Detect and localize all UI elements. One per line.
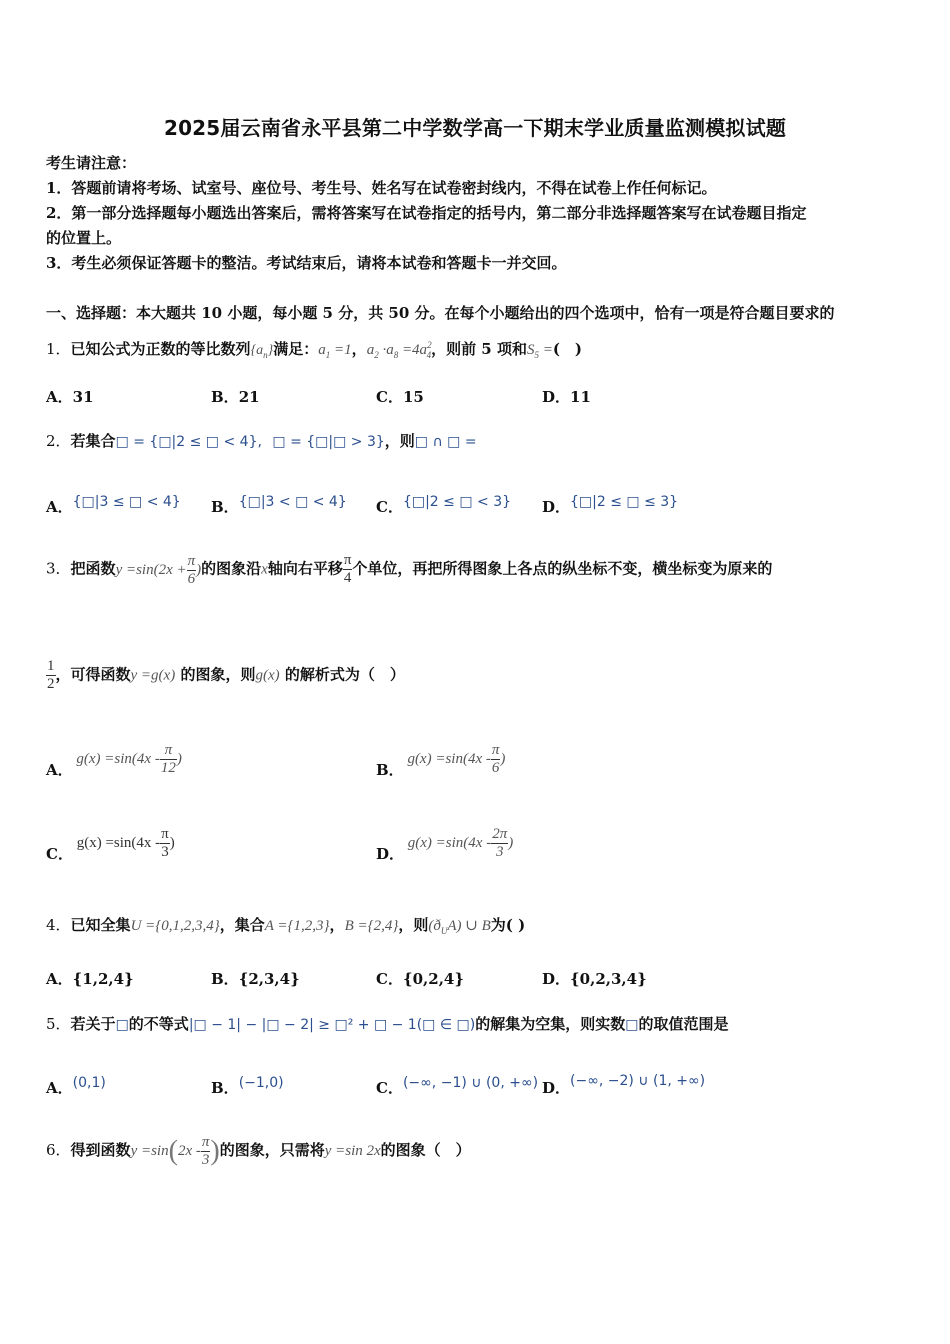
q1-option-c: C．15: [376, 388, 424, 406]
q1-condition-2: $a_2 \cdot a_8 =4a^2_4$: [366, 340, 432, 360]
question-3-cont: $\frac{1}{2}$ ，可得函数y =g(x) 的图象，则g(x) 的解析式为（ ）: [47, 658, 405, 692]
question-number: 1．: [46, 340, 71, 358]
q1-option-d: D．11: [542, 388, 591, 406]
q5-inequality: |□ − 1| − |□ − 2| ≥ □² + □ − 1(□ ∈ □): [188, 1017, 476, 1033]
q2-option-c: C．{□|2 ≤ □ < 3}: [376, 494, 512, 516]
q4-option-b: B．{2,3,4}: [211, 970, 300, 988]
question-5: 5．若关于□的不等式|□ − 1| − |□ − 2| ≥ □² + □ − 1(□ ∈ □)的解集为空集，则实数□的取值范围是: [46, 1015, 729, 1033]
q4-option-d: D．{0,2,3,4}: [542, 970, 647, 988]
q3-half: $\frac{1}{2}$: [47, 658, 55, 692]
q5-option-d-label: D．: [542, 1079, 571, 1097]
notice-heading: 考生请注意：: [46, 154, 137, 172]
q2-set-a: □ = {□|2 ≤ □ < 4},: [115, 434, 262, 450]
q3-option-c: C． g(x) =sin(4x - $\frac{\pi}{3}$ ): [46, 826, 175, 863]
notice-item-3: 3．考生必须保证答题卡的整洁。考试结束后，请将本试卷和答题卡一并交回。: [46, 254, 567, 272]
q3-shift: $\frac{\pi}{4}$: [343, 552, 352, 586]
question-3: 3．把函数y =sin(2x + $\frac{\pi}{6}$ )的图象沿x轴向右平移 $\frac{\pi}{4}$ 个单位，再把所得图象上各点的纵坐标不变，横坐标变为原来的: [46, 552, 773, 587]
notice-item-1: 1．答题前请将考场、试室号、座位号、考生号、姓名写在试卷密封线内，不得在试卷上作任何标记。: [46, 179, 717, 197]
q3-option-b: B． g(x) =sin(4x - $\frac{\pi}{6}$ ): [376, 742, 506, 779]
q3-option-a: A． g(x) =sin(4x - $\frac{\pi}{12}$ ): [46, 742, 182, 779]
q1-option-a: A．31: [46, 388, 94, 406]
q1-text-2: 满足：: [273, 340, 319, 358]
answer-paren: ( ): [552, 340, 583, 358]
q5-option-c: C．(−∞, −1) ∪ (0, +∞): [376, 1075, 539, 1097]
q1-option-b: B．21: [211, 388, 260, 406]
q3-option-d: D． g(x) =sin(4x - $\frac{2\pi}{3}$ ): [376, 826, 514, 863]
notice-item-2: 2．第一部分选择题每小题选出答案后，需将答案写在试卷指定的括号内，第二部分非选择题答案写在试卷题目指定: [46, 204, 807, 222]
q5-option-a: A．(0,1): [46, 1075, 106, 1097]
q1-sequence: $\{a_n\}$: [250, 343, 274, 360]
q4-set-b: B ={2,4}: [344, 918, 399, 934]
q4-option-a: A．{1,2,4}: [46, 970, 134, 988]
q5-option-d: (−∞, −2) ∪ (1, +∞): [570, 1073, 706, 1089]
question-1: 1．已知公式为正数的等比数列$\{a_n\}$满足：$a_1 =1$，$a_2 \cdot a_8 =4a^2_4$，则前 5 项和$S_5$ =( ): [46, 340, 583, 360]
question-2: 2．若集合□ = {□|2 ≤ □ < 4}, □ = {□|□ > 3}，则□ ∩ □ =: [46, 432, 477, 450]
section-heading: 一、选择题：本大题共 10 小题，每小题 5 分，共 50 分。在每个小题给出的四个选项中，恰有一项是符合题目要求的: [46, 304, 835, 322]
q5-option-b: B．(−1,0): [211, 1075, 284, 1097]
q6-base-function: y =sin 2x: [324, 1142, 381, 1159]
q1-text-3: ，则前 5 项和: [431, 340, 527, 358]
q4-universal-set: U ={0,1,2,3,4}: [130, 918, 220, 934]
q1-text-1: 已知公式为正数的等比数列: [70, 340, 251, 358]
q1-sum: $S_5$ =: [526, 342, 553, 360]
q1-condition-1: $a_1 =1$: [318, 342, 352, 360]
question-4: 4．已知全集U ={0,1,2,3,4}，集合A ={1,2,3}，B ={2,4}，则$(ð_UA)$ ∪ B为( ): [46, 916, 526, 936]
notice-item-2-cont: 的位置上。: [46, 229, 122, 247]
q2-expression: □ ∩ □ =: [414, 434, 477, 450]
q2-option-b: B．{□|3 < □ < 4}: [211, 494, 347, 516]
page-title: 2025届云南省永平县第二中学数学高一下期末学业质量监测模拟试题: [163, 116, 787, 140]
q6-function: y =sin(2x - $\frac{\pi}{3}$ ): [130, 1134, 220, 1168]
q2-option-d: D．{□|2 ≤ □ ≤ 3}: [542, 494, 679, 516]
q4-option-c: C．{0,2,4}: [376, 970, 465, 988]
q3-function: y =sin(2x + $\frac{\pi}{6}$ ): [115, 552, 202, 587]
q4-set-a: A ={1,2,3}: [264, 918, 330, 934]
q2-set-b: □ = {□|□ > 3}: [272, 434, 385, 450]
q2-option-a: A．{□|3 ≤ □ < 4}: [46, 494, 181, 516]
question-6: 6．得到函数y =sin(2x - $\frac{\pi}{3}$ )的图象，只需将y =sin 2x的图象（ ）: [46, 1134, 471, 1168]
q4-expression: $(ð_UA)$ ∪ B: [428, 918, 491, 936]
